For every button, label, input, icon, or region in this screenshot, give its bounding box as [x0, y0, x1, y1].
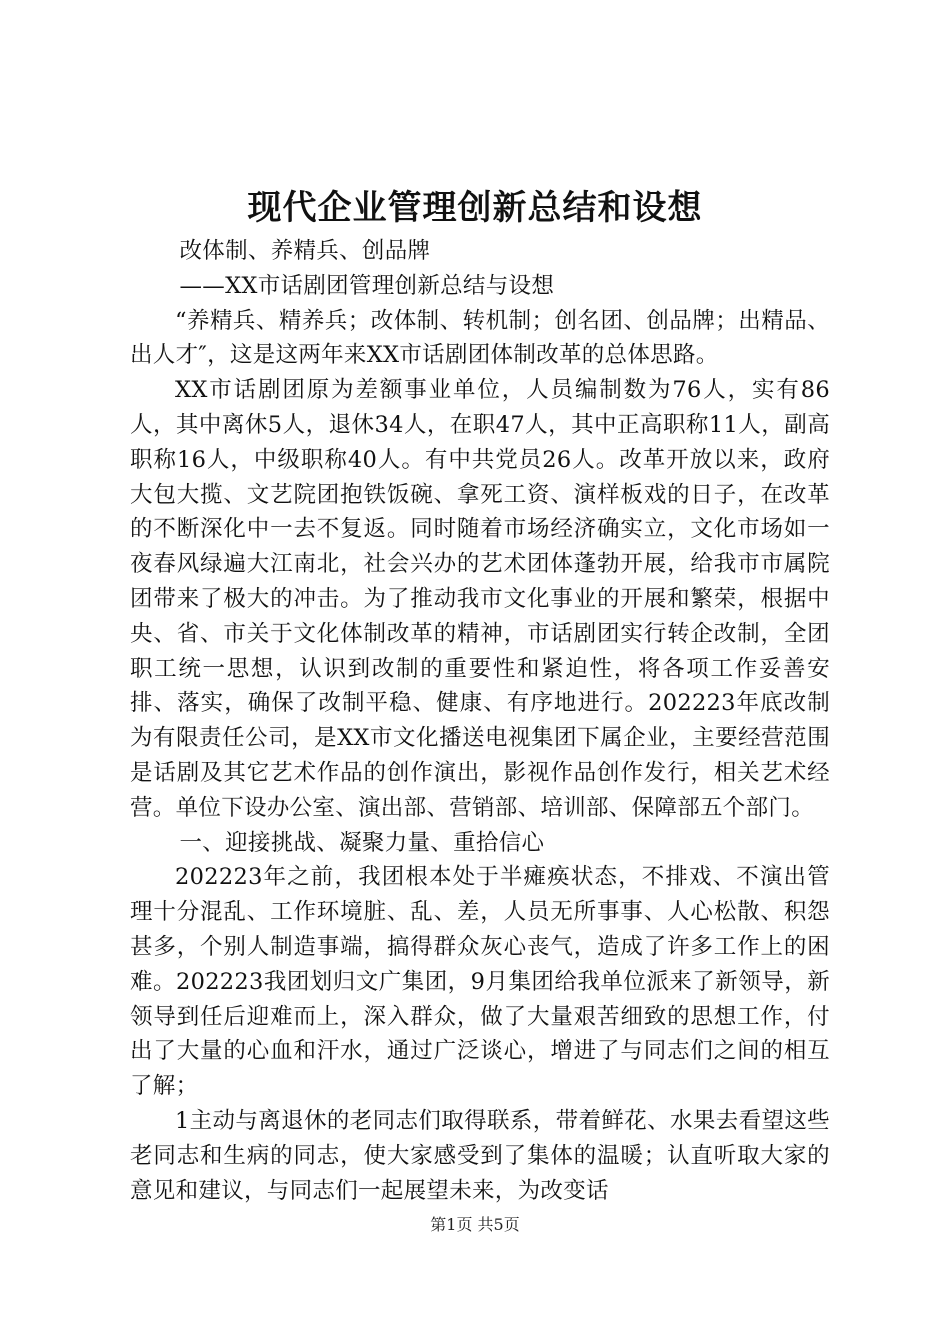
body-paragraph: “养精兵、精养兵；改体制、转机制；创名团、创品牌；出精品、出人才″，这是这两年来XX市话剧团体制改革的总体思路。	[130, 307, 830, 369]
body-paragraph: XX市话剧团原为差额事业单位，人员编制数为76人，实有86人，其中离休5人，退休34人，在职47人，其中正高职称11人，副高职称16人，中级职称40人。有中共党员26人。改革开放以来，政府大包大揽、文艺院团抱铁饭碗、拿死工资、演样板戏的日子，在改革的不断深化中一去不复返。同时随着市场经济确实立，文化市场如一夜春风绿遍大江南北，社会兴办的艺术团体蓬勃开展，给我市市属院团带来了极大的冲击。为了推动我市文化事业的开展和繁荣，根据中央、省、市关于文化体制改革的精神，市话剧团实行转企改制，全团职工统一思想，认识到改制的重要性和紧迫性，将各项工作妥善安排、落实，确保了改制平稳、健康、有序地进行。202223年底改制为有限责任公司，是XX市文化播送电视集团下属企业，主要经营范围是话剧及其它艺术作品的创作演出，影视作品创作发行，相关艺术经营。单位下设办公室、演出部、营销部、培训部、保障部五个部门。	[130, 377, 830, 821]
body-paragraph: 1主动与离退休的老同志们取得联系，带着鲜花、水果去看望这些老同志和生病的同志，使大家感受到了集体的温暖；认直听取大家的意见和建议，与同志们一起展望未来，为改变话	[130, 1107, 830, 1204]
document-body	[130, 234, 830, 1208]
document-title: 现代企业管理创新总结和设想	[247, 188, 703, 228]
page-number-footer: 第1页 共5页	[430, 1215, 520, 1234]
subtitle-line: 改体制、养精兵、创品牌	[179, 238, 431, 264]
body-paragraph: 202223年之前，我团根本处于半瘫痪状态，不排戏、不演出管理十分混乱、工作环境脏、乱、差，人员无所事事、人心松散、积怨甚多，个别人制造事端，搞得群众灰心丧气，造成了许多工作上的困难。202223我团划归文广集团，9月集团给我单位派来了新领导，新领导到任后迎难而上，深入群众，做了大量艰苦细致的思想工作，付出了大量的心血和汗水，通过广泛谈心，增进了与同志们之间的相互了解；	[130, 864, 830, 1100]
subtitle-line: ——XX市话剧团管理创新总结与设想	[179, 272, 555, 299]
section-heading: 一、迎接挑战、凝聚力量、重拾信心	[179, 829, 545, 856]
